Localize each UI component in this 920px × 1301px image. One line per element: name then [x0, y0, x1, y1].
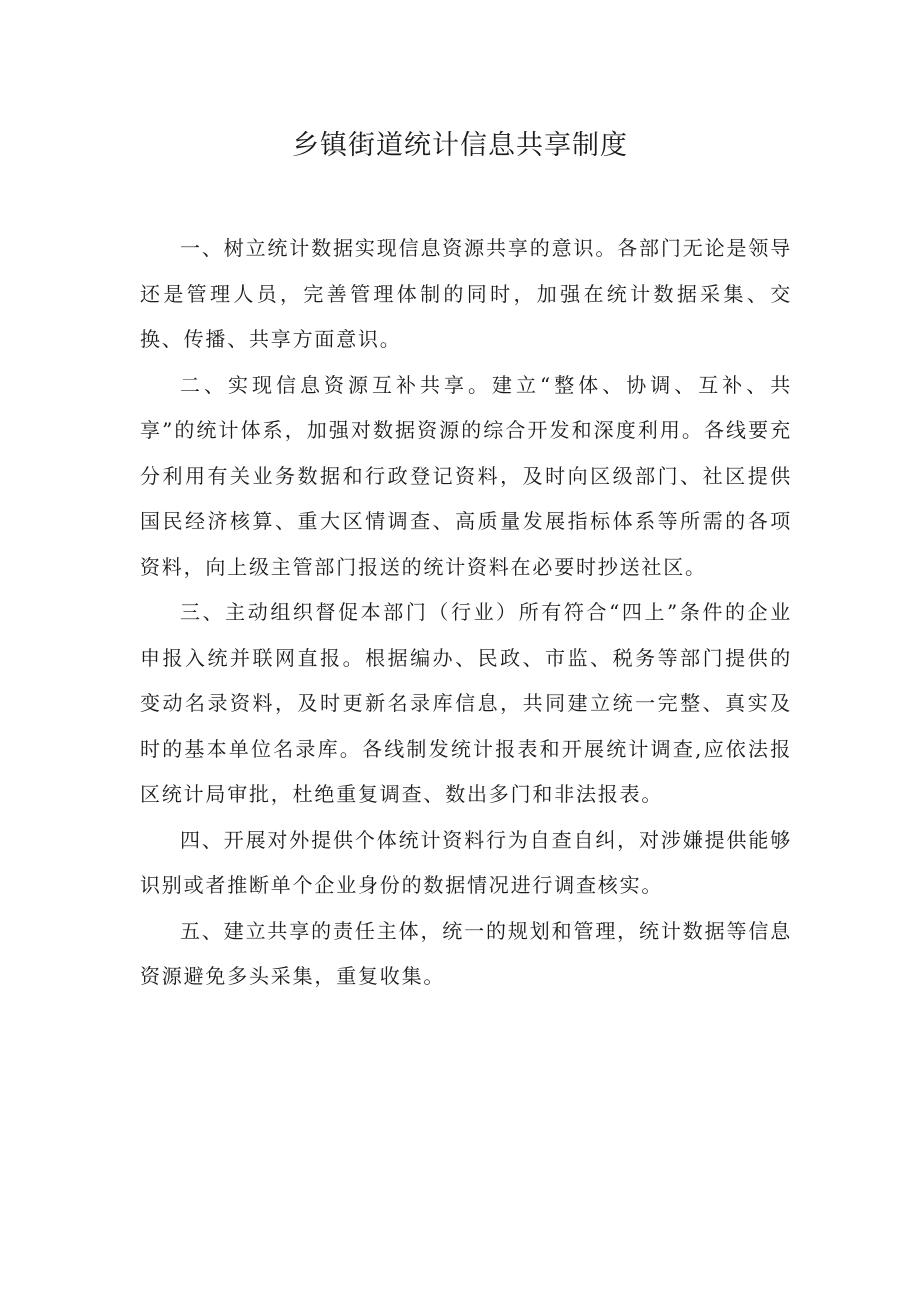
- document-title: 乡镇街道统计信息共享制度: [292, 130, 628, 161]
- document-body: [140, 226, 792, 1000]
- paragraph-2: 二、实现信息资源互补共享。建立“整体、协调、互补、共享”的统计体系，加强对数据资源的综合开发和深度利用。各线要充分利用有关业务数据和行政登记资料，及时向区级部门、社区提供国民经济核算、重大区情调查、高质量发展指标体系等所需的各项资料，向上级主管部门报送的统计资料在必要时抄送社区。: [140, 372, 792, 579]
- paragraph-4: 四、开展对外提供个体统计资料行为自查自纠，对涉嫌提供能够识别或者推断单个企业身份的数据情况进行调查核实。: [140, 827, 792, 897]
- paragraph-5: 五、建立共享的责任主体，统一的规划和管理，统计数据等信息资源避免多头采集，重复收集。: [140, 918, 792, 988]
- paragraph-1: 一、树立统计数据实现信息资源共享的意识。各部门无论是领导还是管理人员，完善管理体制的同时，加强在统计数据采集、交换、传播、共享方面意识。: [140, 236, 792, 351]
- paragraph-3: 三、主动组织督促本部门（行业）所有符合“四上”条件的企业申报入统并联网直报。根据编办、民政、市监、税务等部门提供的变动名录资料，及时更新名录库信息，共同建立统一完整、真实及时的基本单位名录库。各线制发统计报表和开展统计调查,应依法报区统计局审批，杜绝重复调查、数出多门和非法报表。: [140, 600, 792, 806]
